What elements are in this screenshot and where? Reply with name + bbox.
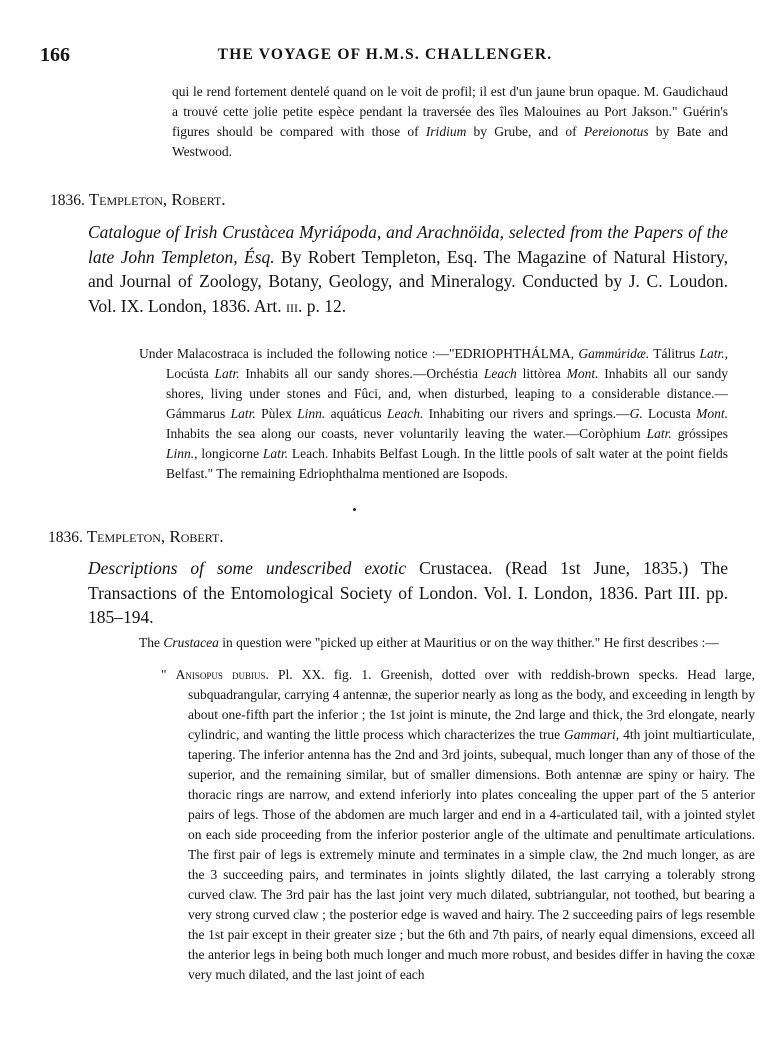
entry-author: Templeton, Robert. xyxy=(88,190,226,209)
continuation-paragraph: qui le rend fortement dentelé quand on le voit de profil; il est d'un jaune brun opaque. M. Gaudichaud a trouvé cette jolie petite espèce pendant la traversée des îles Malouines au Port Jakson." Guérin's figures should be compared with those of Iridium by Grube, and of Pereionotus by Bate and Westwood. xyxy=(172,84,728,159)
entry-title: Catalogue of Irish Crustàcea Myriápoda, and Arachnöida, selected from the Papers of the late John Templeton, Ésq. By Robert Templeton, Esq. The Magazine of Natural History, and Journal of Zoology, Botany, Geology, and Mineralogy. Conducted by J. C. Loudon. Vol. IX. London, 1836. Art. iii. p. 12. xyxy=(88,222,728,316)
entry-heading xyxy=(48,527,224,547)
stray-mark xyxy=(353,508,356,511)
entry-heading xyxy=(50,190,226,210)
running-title: THE VOYAGE OF H.M.S. CHALLENGER. xyxy=(217,46,553,63)
species-description: " Anisopus dubius. Pl. XX. fig. 1. Greenish, dotted over with reddish-brown specks. Head large, subquadrangular, carrying 4 antennæ, the superior nearly as long as the body, and exceeding in length by about one-fifth part the inferior ; the 1st joint is minute, the 2nd large and thick, the 3rd elongate, nearly cylindric, and wanting the little process which characterizes the true Gammari, 4th joint multiarticulate, tapering. The inferior antenna has the 2nd and 3rd joints, subequal, much longer than any of those of the superior, and the remaining similar, but of smaller dimensions. Both antennæ are spiny or hairy. The thoracic rings are narrow, and extend inferiorly into plates concealing the upper part of the 5 anterior pairs of legs. Those of the abdomen are much larger and end in a 4-articulated tail, with a jointed stylet on each side proceeding from the inferior posterior angle of the ultimate and penultimate articulations. The first pair of legs is extremely minute and terminates in a simple claw, the 2nd much longer, as are the 3 succeeding pairs, and terminates in joints slightly dilated, the last carrying a tolerably strong curved claw. The 3rd pair has the last joint very much dilated, subtriangular, not toothed, but bearing a very strong curved claw ; the posterior edge is waved and hairy. The 2 succeeding pairs of legs resemble the 1st pair except in their greater size ; but the 6th and 7th pairs, of nearly equal dimensions, exceed all the anterior legs in being both much longer and much more robust, and besides differ in having the coxæ very much dilated, and the last joint of each xyxy=(161,667,755,982)
entry-author: Templeton, Robert. xyxy=(86,527,224,546)
entry-abstract: Under Malacostraca is included the following notice :—"EDRIOPHTHÁLMA, Gammúridæ. Tálitrus Latr., Locústa Latr. Inhabits all our sandy shores.—Orchéstia Leach littòrea Mont. Inhabits all our sandy shores, living under stones and Fûci, and, when disturbed, leaping to a considerable distance.—Gámmarus Latr. Pùlex Linn. aquáticus Leach. Inhabiting our rivers and springs.—G. Locusta Mont. Inhabits the sea along our coasts, never voluntarily leaving the water.—Coròphium Latr. gróssipes Linn., longicorne Latr. Leach. Inhabits Belfast Lough. In the little pools of salt water at the point fields Belfast." The remaining Edriophthalma mentioned are Isopods. xyxy=(139,346,729,481)
page-header xyxy=(40,44,730,66)
entry-year: 1836. xyxy=(50,192,85,209)
entry-intro: The Crustacea in question were "picked up either at Mauritius or on the way thither." He first describes :— xyxy=(139,635,719,650)
entry-title: Descriptions of some undescribed exotic Crustacea. (Read 1st June, 1835.) The Transactions of the Entomological Society of London. Vol. I. London, 1836. Part III. pp. 185–194. xyxy=(88,558,729,627)
entry-year: 1836. xyxy=(48,529,83,546)
page-number: 166 xyxy=(40,44,70,66)
